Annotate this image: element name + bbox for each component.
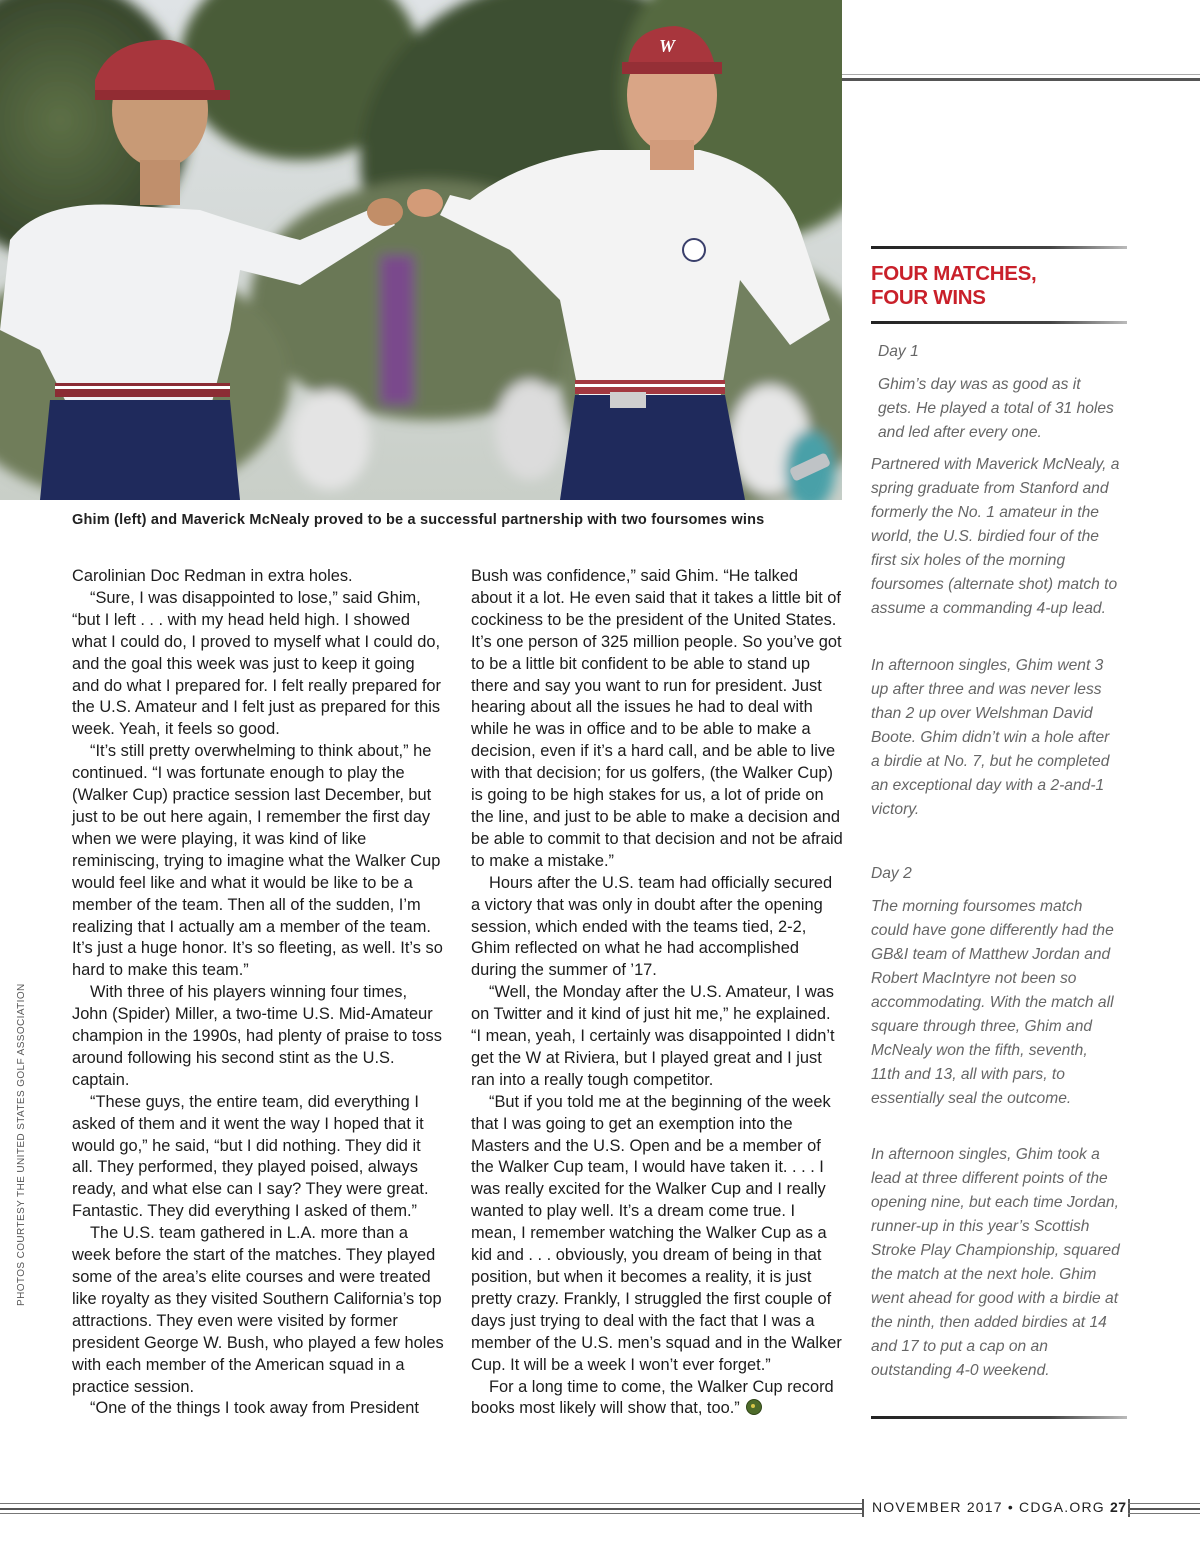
photo-credit: PHOTOS COURTESY THE UNITED STATES GOLF ASSOCIATION <box>16 983 27 1306</box>
sidebar-title-line-1: FOUR MATCHES, <box>871 262 1037 285</box>
day1-paragraph-1: Ghim’s day was as good as it gets. He played a total of 31 holes and led after every one. <box>878 376 1114 441</box>
article-column-2 <box>471 566 843 1420</box>
page-footer <box>872 1499 1127 1515</box>
sidebar-title <box>871 262 1131 310</box>
day1-label: Day 1 <box>878 343 919 360</box>
paragraph: “These guys, the entire team, did everything I asked of them and it went the way I hoped that it would go,” he said, “but I did nothing. They did it all. They performed, they played poised, always ready, and what else can I say? They were great. Fantastic. They did everything I asked of them.” <box>72 1092 429 1221</box>
paragraph-last <box>471 1377 843 1421</box>
sidebar-rule-mid <box>871 321 1127 324</box>
paragraph: Carolinian Doc Redman in extra holes. <box>72 567 353 585</box>
sidebar-rule-top <box>871 246 1127 249</box>
svg-text:W: W <box>659 36 676 56</box>
paragraph: Hours after the U.S. team had officially secured a victory that was only in doubt after the opening session, which ended with the teams tied, 2-2, Ghim reflected on what he had accomplished during the summer of ’17. <box>471 873 833 980</box>
footer-rule-right <box>1128 1501 1200 1515</box>
page-number: 27 <box>1109 1499 1127 1515</box>
paragraph: With three of his players winning four times, John (Spider) Miller, a two-time U.S. Mid-Amateur champion in the 1990s, had plenty of praise to toss around following his second stint as the U.S. captain. <box>72 983 442 1089</box>
day1-paragraph-3: In afternoon singles, Ghim went 3 up after three and was never less than 2 up over Welshman David Boote. Ghim didn’t win a hole after a birdie at No. 7, but he completed an exceptional day with a 2-and-1 victory. <box>871 657 1110 818</box>
paragraph: “But if you told me at the beginning of the week that I was going to get an exemption into the Masters and the U.S. Open and be a member of the Walker Cup team, I would have taken it. . . . I was really excited for the Walker Cup and I really wanted to play well. It’s a dream come true. I mean, I remember watching the Walker Cup as a kid and . . . obviously, you dream of being in that position, but when it becomes a reality, it is just pretty crazy. Frankly, I struggled the first couple of days just trying to deal with the fact that I was a member of the U.S. men’s squad and in the Walker Cup. It will be a week I won’t ever forget.” <box>471 1092 842 1374</box>
paragraph-text: For a long time to come, the Walker Cup record books most likely will show that, too.” <box>471 1377 834 1418</box>
hero-photo <box>0 0 842 500</box>
footer-rule-cap-left <box>862 1499 864 1517</box>
paragraph: The U.S. team gathered in L.A. more than a week before the start of the matches. They played some of the area’s elite courses and were treated like royalty as they visited Southern California’s top attractions. They even were visited by former president George W. Bush, who played a few holes with each member of the American squad in a practice session. <box>72 1224 444 1396</box>
footer-rule-left <box>0 1501 862 1515</box>
article-column-1 <box>72 566 444 1420</box>
issue-and-site: NOVEMBER 2017 • CDGA.ORG <box>872 1499 1105 1515</box>
paragraph: “It’s still pretty overwhelming to think about,” he continued. “I was fortunate enough to play the (Walker Cup) practice session last December, but just to be out here again, I remember the first day when we were playing, it was kind of like reminiscing, trying to imagine what the Walker Cup would feel like and what it would be like to be a member of the team. Then all of the sudden, I’m realizing that I actually am a member of the team. It’s just a huge honor. It’s so fleeting, as well. It’s so hard to make this team.” <box>72 742 443 980</box>
paragraph: Bush was confidence,” said Ghim. “He talked about it a lot. He even said that it takes a little bit of cockiness to be the president of the United States. It’s one person of 325 million people. So you’ve got to be a little bit confident to be able to stand up there and say you want to run for president. Just hearing about all the issues he had to deal with while he was in office and to be able to make a decision, even if it’s a hard call, and be able to live with that decision; for us golfers, (the Walker Cup) is going to be high stakes for us, a lot of pride on the line, and just to be able to make a decision and be able to commit to that decision and not be afraid to make a mistake.” <box>471 567 843 870</box>
photo-caption: Ghim (left) and Maverick McNealy proved to be a successful partnership with two foursomes wins <box>72 512 765 528</box>
end-of-story-icon <box>746 1399 762 1415</box>
sidebar-title-line-2: FOUR WINS <box>871 286 986 309</box>
golfers-fist-bump-illustration <box>0 0 842 500</box>
sidebar-rule-bottom <box>871 1416 1127 1419</box>
day2-paragraph-2: In afternoon singles, Ghim took a lead at three different points of the opening nine, but each time Jordan, runner-up in this year’s Scottish Stroke Play Championship, squared the match at the next hole. Ghim went ahead for good with a birdie at the ninth, then added birdies at 14 and 17 to put a cap on an outstanding 4-0 weekend. <box>871 1146 1120 1379</box>
paragraph: “One of the things I took away from President <box>90 1399 419 1418</box>
paragraph: “Well, the Monday after the U.S. Amateur, I was on Twitter and it kind of just hit me,” he explained. “I mean, yeah, I certainly was disappointed I didn’t get the W at Riviera, but I played great and I just ran into a really tough competitor. <box>471 983 835 1089</box>
day2-label: Day 2 <box>871 865 912 882</box>
day1-paragraph-2: Partnered with Maverick McNealy, a spring graduate from Stanford and formerly the No. 1 amateur in the world, the U.S. birdied four of the first six holes of the morning foursomes (alternate shot) match to assume a commanding 4-up lead. <box>871 456 1120 617</box>
day2-paragraph-1: The morning foursomes match could have gone differently had the GB&I team of Matthew Jordan and Robert MacIntyre not been so accommodating. With the match all square through three, Ghim and McNealy won the fifth, seventh, 11th and 13, all with pars, to essentially seal the outcome. <box>871 898 1114 1107</box>
paragraph: “Sure, I was disappointed to lose,” said Ghim, “but I left . . . with my head held high. I showed what I could do, I proved to myself what I could do, and the goal this week was just to keep it going and do what I prepared for. I felt really prepared for the U.S. Amateur and I felt just as prepared for this week. Yeah, it feels so good. <box>72 588 442 739</box>
top-divider <box>842 74 1200 82</box>
